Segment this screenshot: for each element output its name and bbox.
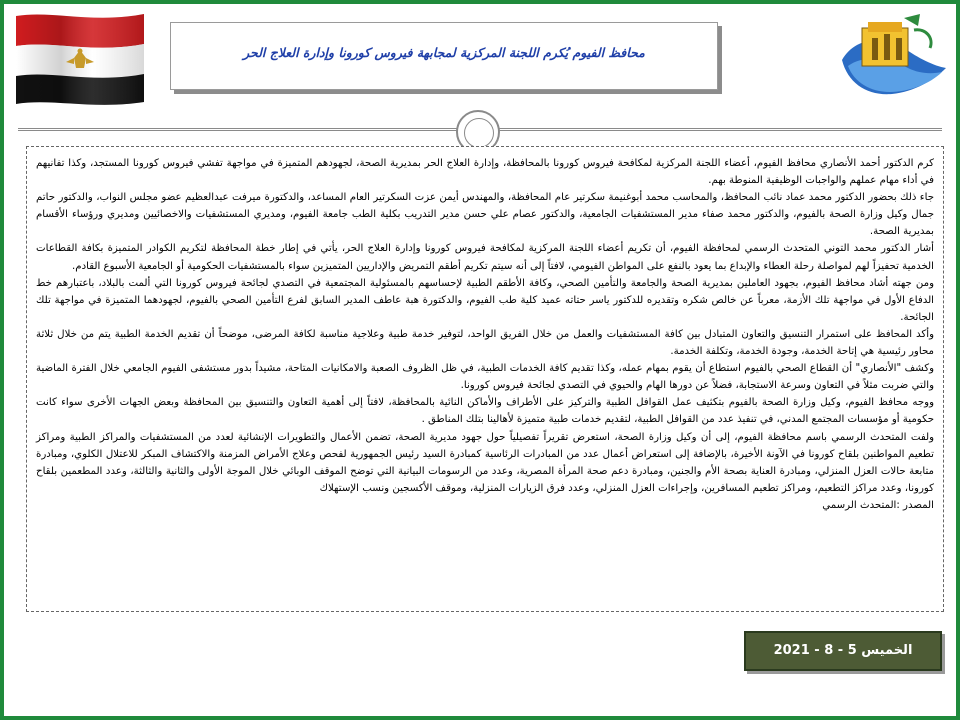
article-paragraph: أشار الدكتور محمد التوني المتحدث الرسمي لمحافظة الفيوم، أن تكريم أعضاء اللجنة المركزية لمكافحة فيروس كورونا وإدارة العلاج الحر، يأتي في إطار خطة المحافظة لتكريم الكوادر المتميزة بكافة القطاعات الخدمية تحفيزاً لهم لمواصلة رحلة العطاء والإبداع بما يعود بالنفع على المواطن الفيومي، لافتاً إلى أنه سيتم تكريم أطقم التمريض والإداريين المتميزين سواء بالمستشفيات الحكومية أو الجامعية الأسبوع القادم. xyxy=(36,243,934,272)
article-paragraph: ولفت المتحدث الرسمي باسم محافظة الفيوم، إلى أن وكيل وزارة الصحة، استعرض تقريراً تفصيلياً حول جهود مديرية الصحة، تضمن الأعمال والتطويرات الإنشائية لعدد من المستشفيات والمراكز الطبية ومراكز تطعيم المواطنين بلقاح كورونا في الآونة الأخيرة، بالإضافة إلى استعراض أعمال عدد من المبادرات الرئاسية كمبادرة السيد رئيس الجمهورية لفحص وعلاج الأمراض المزمنة والاكتشاف المبكر للاعتلال الكلوي، ومبادرة متابعة حالات العزل المنزلي، ومبادرة العناية بصحة الأم والجنين، ومبادرة دعم صحة المرأة المصرية، وعدد من الرسومات البيانية التي توضح الموقف الوبائي خلال الموجة الأولى والثانية والثالثة، وعدد المطعمين بلقاح كورونا، وعدد مراكز التطعيم، ومراكز تطعيم المسافرين، وإجراءات العزل المنزلي، وعدد فرق الزيارات المنزلية، وموقف الأكسجين ونسب الإستهلاك xyxy=(36,431,934,494)
date-label: الخميس 5 - 8 - 2021 xyxy=(773,643,913,658)
article-body xyxy=(36,155,934,514)
article-source: المصدر :المتحدث الرسمي xyxy=(822,499,934,511)
article-paragraph: وكشف "الأنصاري" أن القطاع الصحي بالفيوم استطاع أن يقوم بمهام عمله، وكذا تقديم كافة الخدمات الطبية، في ظل الظروف الصعبة والامكانيات المتاحة، مشيداً بدور مستشفى الفيوم الجامعي خلال الفترة الماضية والتي ضربت مثلاً في التعاون وسرعة الاستجابة، فضلاً عن دورها الهام والحيوي في التصدي لجائحة فيروس كورونا. xyxy=(36,363,934,392)
date-bar xyxy=(744,631,942,671)
egypt-flag-icon xyxy=(12,10,148,106)
article-paragraph: جاء ذلك بحضور الدكتور محمد عماد نائب المحافظ، والمحاسب محمد أبوغنيمة سكرتير عام المحافظة، والمهندس أيمن عزت السكرتير العام المساعد، والدكتورة ميرفت عبدالعظيم عضو مجلس النواب، والدكتور حاتم جمال وكيل وزارة الصحة بالفيوم، والدكتور محمد صفاء مدير المستشفيات الجامعية، والدكتور عصام علي حسن مدير التدريب بكلية الطب جامعة الفيوم، ومديري المستشفيات والاخصائيين ومديري ورؤساء الأقسام بمديرية الصحة. xyxy=(36,192,934,238)
article-paragraph: ووجه محافظ الفيوم، وكيل وزارة الصحة بالفيوم بتكثيف عمل القوافل الطبية والتركيز على الأطراف والأماكن النائية بالمحافظة، لافتاً إلى أهمية التعاون والتنسيق بين المحافظة وبعض الجهات الأخرى سواء كانت حكومية أو مؤسسات المجتمع المدني، في تنفيذ عدد من القوافل الطبية، لتقديم خدمات طبية متميزة لأهالينا بتلك المناطق . xyxy=(36,397,934,426)
fayoum-governorate-logo-icon xyxy=(834,8,950,104)
page-title: محافظ الفيوم يُكرم اللجنة المركزية لمجابهة فيروس كورونا وإدارة العلاج الحر xyxy=(243,45,645,60)
article-box xyxy=(26,146,944,612)
article-paragraph: ومن جهته أشاد محافظ الفيوم، بجهود العاملين بمديرية الصحة والجامعة والتأمين الصحي، وكافة الأطقم الطبية لإحساسهم بالمسئولية المجتمعية في التصدي لجائحة فيروس كورونا التي ألمت بالبلاد، باعتبارهم خط الدفاع الأول في مواجهة تلك الأزمة، معرباً عن خالص شكره وتقديره للدكتور ياسر حتاته عميد كلية طب الفيوم، والدكتورة هبة عاطف المدير السابق لفرع التأمين الصحي بالفيوم، لجهودهما المتميزة في مواجهة تلك الجائحة. xyxy=(36,277,934,323)
title-box xyxy=(170,22,718,90)
divider-circle-inner xyxy=(464,118,494,148)
article-paragraph: كرم الدكتور أحمد الأنصاري محافظ الفيوم، أعضاء اللجنة المركزية لمكافحة فيروس كورونا بالمحافظة، وإدارة العلاج الحر بمديرية الصحة، لجهودهم المتميزة في مواجهة تفشي فيروس كورونا المستجد، وكذا تفانيهم في أداء مهام عملهم والواجبات الوظيفية المنوطة بهم. xyxy=(36,158,934,187)
article-paragraph: وأكد المحافظ على استمرار التنسيق والتعاون المتبادل بين كافة المستشفيات والعمل من خلال الفريق الواحد، لتوفير خدمة طبية وعلاجية مناسبة لكافة المرضى، موضحاً أن تقديم الخدمة الطبية يتم من خلال ثلاثة محاور رئيسية هي إتاحة الخدمة، وجودة الخدمة، وتكلفة الخدمة. xyxy=(36,328,934,358)
